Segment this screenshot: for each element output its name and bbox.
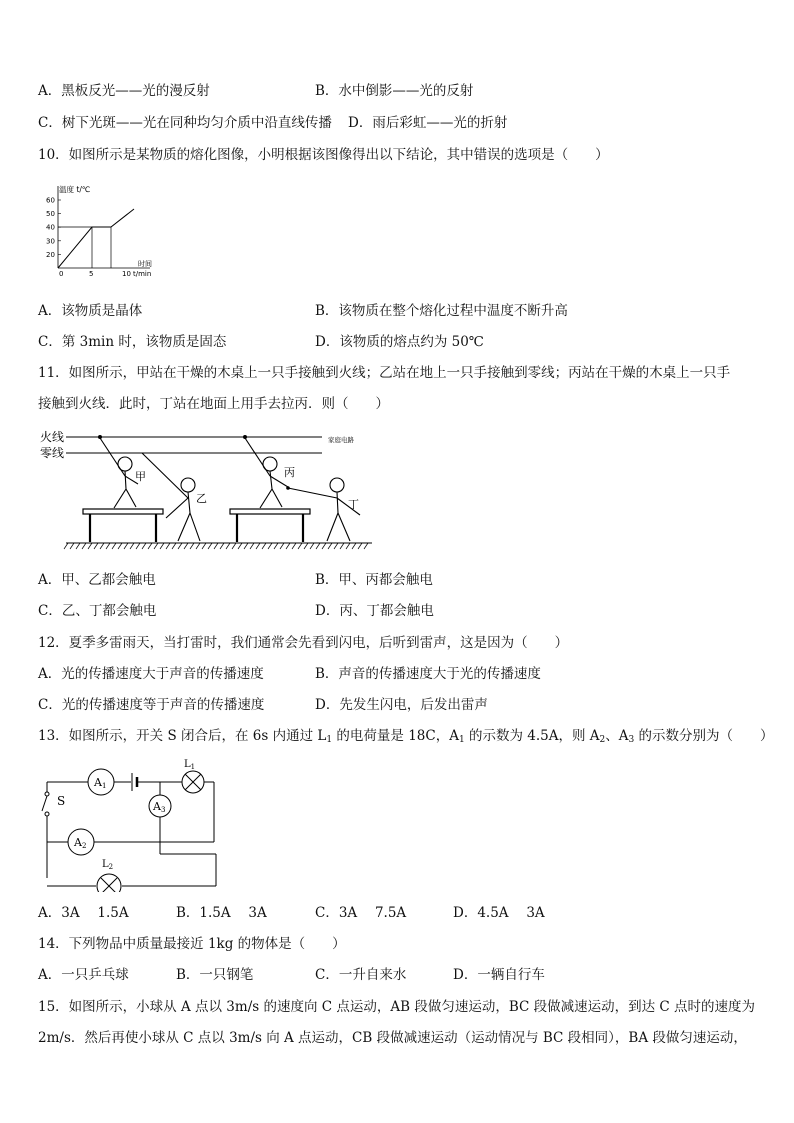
q11-option-a: A．甲、乙都会触电	[38, 572, 156, 588]
q10-ytick-20: 20	[46, 251, 55, 259]
q14-option-c: C．一升自来水	[315, 967, 407, 983]
q11-table-right	[230, 509, 310, 514]
q9-option-b: B．水中倒影——光的反射	[315, 83, 474, 99]
q13-option-c: C．3A 7.5A	[315, 905, 407, 921]
q11-neutral-wire-label: 零线	[40, 446, 65, 460]
q14-stem: 14．下列物品中质量最接近 1kg 的物体是（ ）	[38, 936, 346, 952]
q15-stem-line1: 15．如图所示，小球从 A 点以 3m/s 的速度向 C 点运动，AB 段做匀速运动，BC 段做减速运动，到达 C 点时的速度为	[38, 999, 756, 1015]
q11-person-bing	[245, 438, 288, 508]
q10-xtick-10: 10	[122, 270, 131, 278]
q10-graph-xlabel: t/min	[133, 270, 152, 278]
q13-switch-s	[42, 796, 47, 811]
q9-option-c: C．树下光斑——光在同种均匀介质中沿直线传播	[38, 115, 332, 131]
q11-fire-wire-label: 火线	[40, 430, 65, 444]
q15-stem-line2: 2m/s．然后再使小球从 C 点以 3m/s 向 A 点运动，CB 段做减速运动（运动情况与 BC 段相同），BA 段做匀速运动，	[38, 1030, 747, 1046]
q10-ytick-30: 30	[46, 237, 55, 246]
q11-stem-line2: 接触到火线．此时，丁站在地面上用手去拉丙．则（ ）	[38, 396, 389, 412]
q10-graph-ylabel: 温度 t/℃	[59, 185, 91, 194]
svg-text:L1: $L_1$	[184, 759, 196, 771]
q10-melting-graph	[38, 182, 168, 278]
q12-option-d: D．先发生闪电，后发出雷声	[315, 697, 488, 713]
q11-circuit-label: 家庭电路	[328, 436, 354, 444]
q10-option-c: C．第 3min 时，该物质是固态	[38, 334, 227, 350]
q13-stem: 13．如图所示，开关 S 闭合后，在 6s 内通过 $L_1$ 的电荷量是 18C，$A_1$ 的示数为 4.5A，则 $A_2$、$A_3$ 的示数分别为（ ）	[38, 728, 774, 745]
q12-stem: 12．夏季多雷雨天，当打雷时，我们通常会先看到闪电，后听到雷声，这是因为（ ）	[38, 635, 569, 651]
q10-xtick-5: 5	[89, 270, 94, 278]
q13-lamp-l2	[97, 874, 121, 892]
q13-option-d: D．4.5A 3A	[453, 905, 545, 921]
svg-text:A3: A3	[153, 800, 166, 814]
q13-option-b: B．1.5A 3A	[176, 905, 267, 921]
q11-stem-line1: 11．如图所示，甲站在干燥的木桌上一只手接触到火线；乙站在地上一只手接触到零线；丙站在干燥的木桌上一只手	[38, 365, 731, 381]
q11-electric-shock-figure	[38, 428, 378, 552]
q12-option-a: A．光的传播速度大于声音的传播速度	[38, 666, 264, 682]
svg-text:A2: A2	[74, 836, 87, 850]
q14-option-a: A．一只乒乓球	[38, 967, 129, 983]
q12-option-b: B．声音的传播速度大于光的传播速度	[315, 666, 541, 682]
q11-person-yi	[142, 453, 200, 541]
q13-circuit-diagram	[38, 756, 228, 892]
q10-graph-curve	[58, 209, 134, 268]
q10-graph-xlabel-top: 时间	[138, 260, 152, 268]
q10-xtick-0: 0	[59, 270, 64, 278]
q11-option-d: D．丙、丁都会触电	[315, 603, 434, 619]
q14-option-b: B．一只钢笔	[176, 967, 254, 983]
q9-option-d: D．雨后彩虹——光的折射	[348, 115, 508, 131]
q10-ytick-50: 50	[46, 210, 55, 218]
q13-label-s: S	[57, 794, 66, 808]
svg-text:A1: A1	[94, 776, 107, 790]
q11-label-yi: 乙	[196, 492, 207, 505]
q11-option-b: B．甲、丙都会触电	[315, 572, 433, 588]
q10-option-a: A．该物质是晶体	[38, 303, 143, 319]
q12-option-c: C．光的传播速度等于声音的传播速度	[38, 697, 265, 713]
q11-label-bing: 丙	[284, 466, 295, 479]
q11-table-left	[83, 509, 163, 514]
q11-person-jia	[100, 438, 138, 508]
q11-option-c: C．乙、丁都会触电	[38, 603, 157, 619]
q14-option-d: D．一辆自行车	[453, 967, 545, 983]
q10-option-b: B．该物质在整个熔化过程中温度不断升高	[315, 303, 568, 319]
q10-option-d: D．该物质的熔点约为 50℃	[315, 334, 484, 350]
q10-ytick-40: 40	[46, 223, 55, 232]
q10-stem: 10．如图所示是某物质的熔化图像，小明根据该图像得出以下结论，其中错误的选项是（ ）	[38, 147, 609, 163]
q10-ytick-60: 60	[46, 196, 55, 205]
svg-text:L2: $L_2$	[102, 859, 114, 871]
q9-option-a: A．黑板反光——光的漫反射	[38, 83, 210, 99]
q11-label-jia: 甲	[135, 470, 146, 483]
q11-label-ding: 丁	[348, 498, 359, 511]
q13-option-a: A．3A 1.5A	[38, 905, 129, 921]
